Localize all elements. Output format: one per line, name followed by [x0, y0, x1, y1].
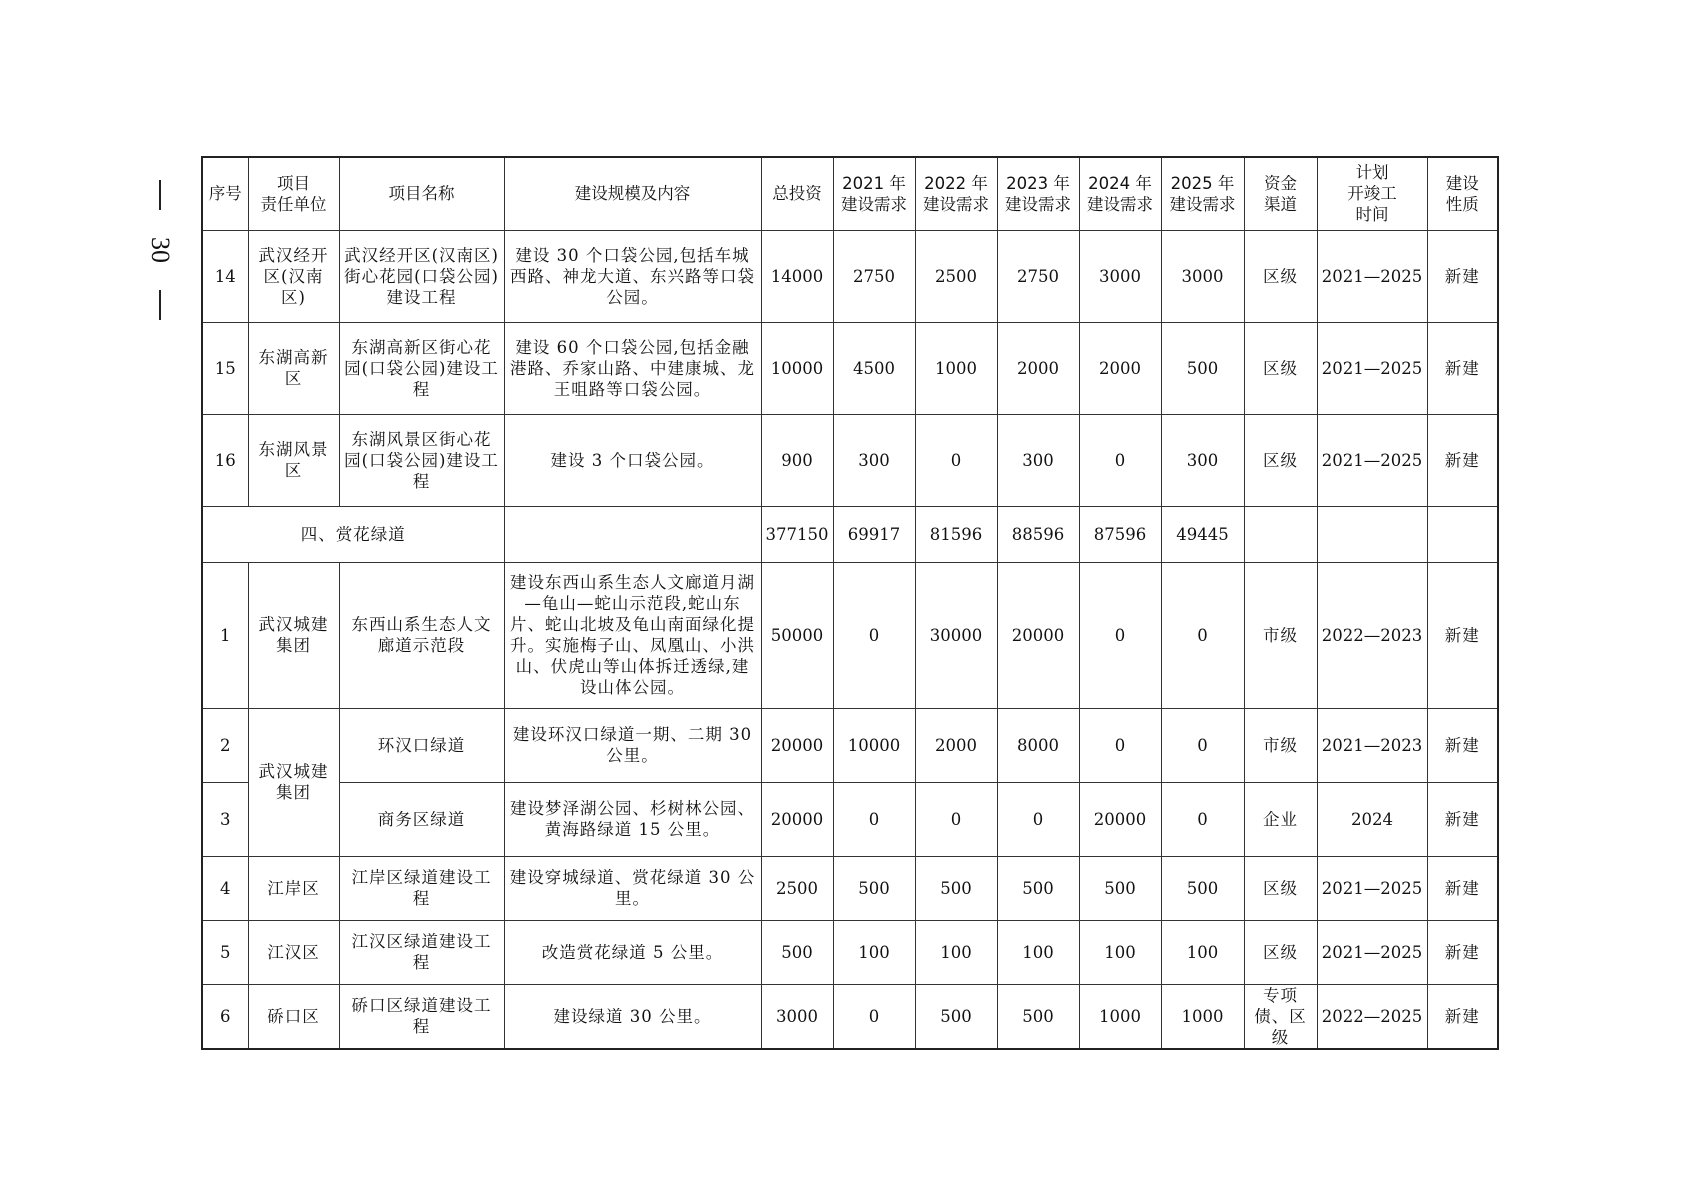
cell-2021: 100 [833, 920, 915, 984]
section-2021: 69917 [833, 506, 915, 562]
cell-no: 16 [202, 414, 248, 506]
cell-unit: 东湖风景区 [248, 414, 339, 506]
cell-2024: 2000 [1079, 322, 1161, 414]
cell-total: 50000 [761, 562, 833, 708]
cell-total: 900 [761, 414, 833, 506]
cell-nature: 新建 [1427, 856, 1498, 920]
cell-nature: 新建 [1427, 414, 1498, 506]
section-empty-cell [1427, 506, 1498, 562]
cell-2021: 2750 [833, 230, 915, 322]
cell-fund: 区级 [1244, 920, 1317, 984]
section-2024: 87596 [1079, 506, 1161, 562]
cell-unit: 江岸区 [248, 856, 339, 920]
table-row [202, 782, 1498, 856]
cell-content: 建设 60 个口袋公园,包括金融港路、乔家山路、中建康城、龙王咀路等口袋公园。 [504, 322, 761, 414]
cell-name: 东湖高新区街心花园(口袋公园)建设工程 [339, 322, 504, 414]
cell-no: 15 [202, 322, 248, 414]
cell-2025: 300 [1161, 414, 1244, 506]
header-cell: 计划 开竣工 时间 [1317, 157, 1427, 230]
cell-nature: 新建 [1427, 322, 1498, 414]
section-2022: 81596 [915, 506, 997, 562]
cell-content: 建设梦泽湖公园、杉树林公园、黄海路绿道 15 公里。 [504, 782, 761, 856]
header-cell: 建设 性质 [1427, 157, 1498, 230]
cell-2024: 20000 [1079, 782, 1161, 856]
cell-2022: 500 [915, 984, 997, 1049]
cell-unit: 硚口区 [248, 984, 339, 1049]
cell-2024: 3000 [1079, 230, 1161, 322]
table-row [202, 562, 1498, 708]
section-empty-cell [1317, 506, 1427, 562]
cell-period: 2021—2025 [1317, 414, 1427, 506]
section-total: 377150 [761, 506, 833, 562]
cell-2022: 1000 [915, 322, 997, 414]
cell-no: 14 [202, 230, 248, 322]
section-empty-cell [1244, 506, 1317, 562]
cell-fund: 区级 [1244, 322, 1317, 414]
cell-2025: 500 [1161, 856, 1244, 920]
table-row [202, 414, 1498, 506]
cell-content: 建设穿城绿道、赏花绿道 30 公里。 [504, 856, 761, 920]
cell-2024: 500 [1079, 856, 1161, 920]
section-2023: 88596 [997, 506, 1079, 562]
cell-name: 武汉经开区(汉南区)街心花园(口袋公园)建设工程 [339, 230, 504, 322]
header-cell: 建设规模及内容 [504, 157, 761, 230]
cell-2023: 2750 [997, 230, 1079, 322]
cell-2021: 0 [833, 984, 915, 1049]
cell-2023: 300 [997, 414, 1079, 506]
cell-2022: 0 [915, 414, 997, 506]
header-cell: 2022 年 建设需求 [915, 157, 997, 230]
page-number-text: 30 [146, 237, 175, 263]
cell-2021: 4500 [833, 322, 915, 414]
cell-2025: 3000 [1161, 230, 1244, 322]
cell-nature: 新建 [1427, 782, 1498, 856]
cell-name: 硚口区绿道建设工程 [339, 984, 504, 1049]
cell-no: 2 [202, 708, 248, 782]
header-cell: 2025 年 建设需求 [1161, 157, 1244, 230]
table-row [202, 322, 1498, 414]
page-number-dash-bottom [159, 290, 161, 320]
cell-name: 江岸区绿道建设工程 [339, 856, 504, 920]
cell-period: 2021—2025 [1317, 230, 1427, 322]
cell-fund: 区级 [1244, 230, 1317, 322]
cell-2025: 100 [1161, 920, 1244, 984]
cell-2023: 100 [997, 920, 1079, 984]
cell-2023: 0 [997, 782, 1079, 856]
cell-2021: 300 [833, 414, 915, 506]
cell-2022: 2500 [915, 230, 997, 322]
cell-2023: 2000 [997, 322, 1079, 414]
cell-2025: 500 [1161, 322, 1244, 414]
cell-period: 2022—2025 [1317, 984, 1427, 1049]
cell-2022: 2000 [915, 708, 997, 782]
cell-2021: 0 [833, 562, 915, 708]
header-cell: 资金 渠道 [1244, 157, 1317, 230]
cell-2024: 0 [1079, 414, 1161, 506]
cell-name: 环汉口绿道 [339, 708, 504, 782]
cell-total: 20000 [761, 708, 833, 782]
cell-fund: 区级 [1244, 414, 1317, 506]
header-cell: 2023 年 建设需求 [997, 157, 1079, 230]
cell-2022: 100 [915, 920, 997, 984]
cell-fund: 市级 [1244, 562, 1317, 708]
cell-period: 2021—2025 [1317, 856, 1427, 920]
cell-name: 东湖风景区街心花园(口袋公园)建设工程 [339, 414, 504, 506]
cell-total: 3000 [761, 984, 833, 1049]
cell-2023: 20000 [997, 562, 1079, 708]
cell-name: 东西山系生态人文廊道示范段 [339, 562, 504, 708]
cell-content: 建设 3 个口袋公园。 [504, 414, 761, 506]
cell-period: 2024 [1317, 782, 1427, 856]
header-cell: 项目名称 [339, 157, 504, 230]
cell-content: 建设东西山系生态人文廊道月湖—龟山—蛇山示范段,蛇山东片、蛇山北坡及龟山南面绿化提升。实施梅子山、凤凰山、小洪山、伏虎山等山体拆迁透绿,建设山体公园。 [504, 562, 761, 708]
cell-total: 2500 [761, 856, 833, 920]
cell-name: 商务区绿道 [339, 782, 504, 856]
cell-total: 10000 [761, 322, 833, 414]
cell-content: 建设 30 个口袋公园,包括车城西路、神龙大道、东兴路等口袋公园。 [504, 230, 761, 322]
cell-no: 5 [202, 920, 248, 984]
cell-nature: 新建 [1427, 562, 1498, 708]
project-table [201, 156, 1499, 1050]
cell-2022: 500 [915, 856, 997, 920]
cell-period: 2022—2023 [1317, 562, 1427, 708]
cell-nature: 新建 [1427, 708, 1498, 782]
cell-unit: 武汉经开区(汉南区) [248, 230, 339, 322]
section-empty-cell [504, 506, 761, 562]
page-number [140, 180, 180, 320]
cell-fund: 区级 [1244, 856, 1317, 920]
cell-no: 3 [202, 782, 248, 856]
cell-name: 江汉区绿道建设工程 [339, 920, 504, 984]
cell-period: 2021—2023 [1317, 708, 1427, 782]
cell-content: 建设环汉口绿道一期、二期 30 公里。 [504, 708, 761, 782]
cell-fund: 企业 [1244, 782, 1317, 856]
cell-2021: 10000 [833, 708, 915, 782]
cell-fund: 专项债、区级 [1244, 984, 1317, 1049]
cell-period: 2021—2025 [1317, 920, 1427, 984]
cell-content: 建设绿道 30 公里。 [504, 984, 761, 1049]
cell-total: 500 [761, 920, 833, 984]
cell-total: 14000 [761, 230, 833, 322]
cell-2024: 0 [1079, 562, 1161, 708]
header-cell: 序号 [202, 157, 248, 230]
cell-2024: 0 [1079, 708, 1161, 782]
cell-nature: 新建 [1427, 230, 1498, 322]
cell-2024: 100 [1079, 920, 1161, 984]
cell-nature: 新建 [1427, 984, 1498, 1049]
cell-no: 4 [202, 856, 248, 920]
cell-unit: 东湖高新区 [248, 322, 339, 414]
table-row [202, 920, 1498, 984]
cell-nature: 新建 [1427, 920, 1498, 984]
cell-2023: 500 [997, 984, 1079, 1049]
cell-2023: 8000 [997, 708, 1079, 782]
cell-2024: 1000 [1079, 984, 1161, 1049]
cell-no: 1 [202, 562, 248, 708]
cell-2025: 1000 [1161, 984, 1244, 1049]
table-row [202, 856, 1498, 920]
cell-2021: 500 [833, 856, 915, 920]
cell-2021: 0 [833, 782, 915, 856]
page-number-dash-top [159, 180, 161, 210]
cell-period: 2021—2025 [1317, 322, 1427, 414]
cell-2022: 30000 [915, 562, 997, 708]
header-row [202, 157, 1498, 230]
header-cell: 总投资 [761, 157, 833, 230]
cell-no: 6 [202, 984, 248, 1049]
section-row [202, 506, 1498, 562]
cell-content: 改造赏花绿道 5 公里。 [504, 920, 761, 984]
cell-2023: 500 [997, 856, 1079, 920]
cell-total: 20000 [761, 782, 833, 856]
cell-unit-merged: 武汉城建集团 [248, 708, 339, 856]
cell-unit: 武汉城建集团 [248, 562, 339, 708]
cell-unit: 江汉区 [248, 920, 339, 984]
section-2025: 49445 [1161, 506, 1244, 562]
cell-2025: 0 [1161, 708, 1244, 782]
cell-2025: 0 [1161, 782, 1244, 856]
cell-2022: 0 [915, 782, 997, 856]
table-row [202, 230, 1498, 322]
header-cell: 2024 年 建设需求 [1079, 157, 1161, 230]
header-cell: 项目 责任单位 [248, 157, 339, 230]
table-row [202, 984, 1498, 1049]
section-label: 四、赏花绿道 [202, 506, 504, 562]
table-row [202, 708, 1498, 782]
cell-fund: 市级 [1244, 708, 1317, 782]
cell-2025: 0 [1161, 562, 1244, 708]
header-cell: 2021 年 建设需求 [833, 157, 915, 230]
